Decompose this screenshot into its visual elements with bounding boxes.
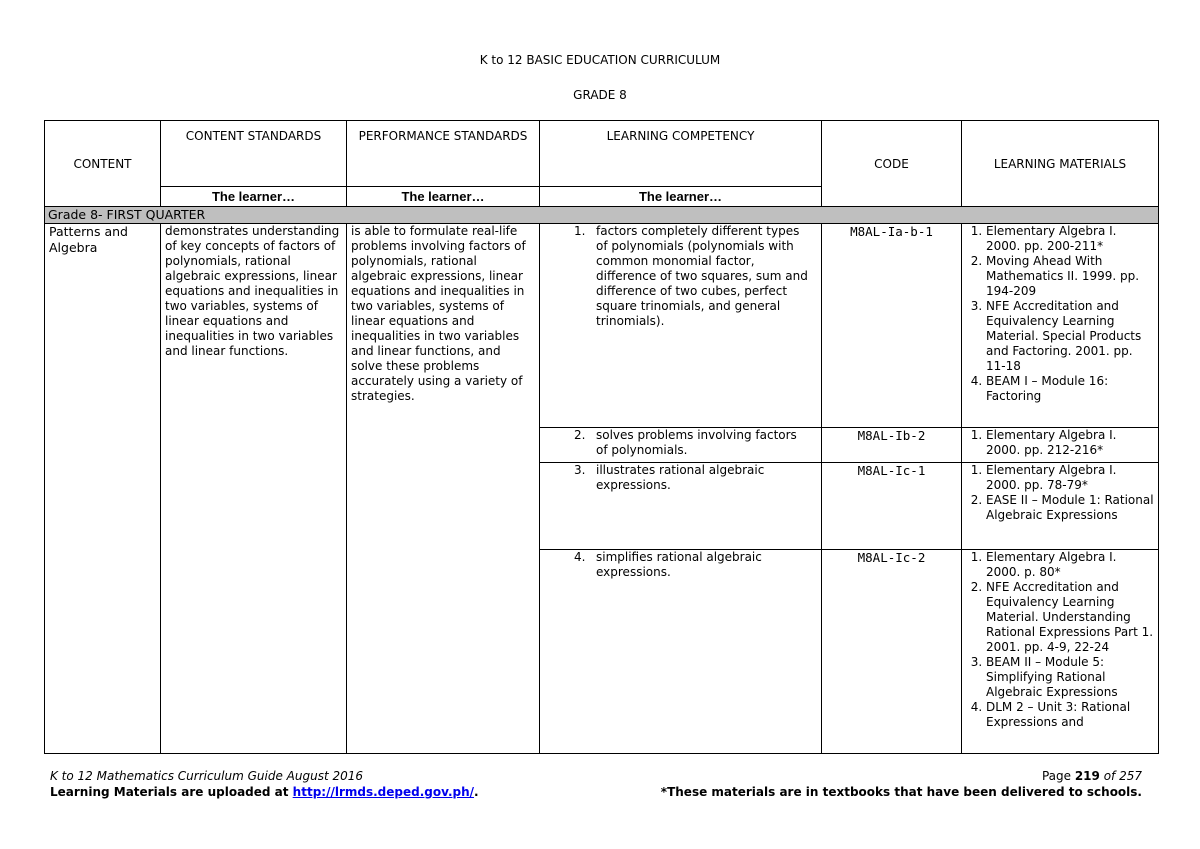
material-item: 3. NFE Accreditation and Equivalency Learning Material. Special Products and Factoring. 2001. pp. 11-18 (986, 299, 1154, 374)
competency-text: solves problems involving factors of polynomials. (596, 428, 797, 457)
col-header-performance-standards: PERFORMANCE STANDARDS (347, 121, 540, 187)
materials-cell (962, 463, 1159, 550)
page-total: of 257 (1099, 769, 1142, 783)
competency-cell (540, 463, 822, 550)
competency-number: 1. (574, 224, 586, 238)
learner-label: The learner… (161, 187, 347, 207)
grade-title: GRADE 8 (573, 88, 627, 102)
upload-prefix: Learning Materials are uploaded at (50, 785, 293, 799)
col-header-content-standards: CONTENT STANDARDS (161, 121, 347, 187)
upload-footer (50, 785, 479, 799)
col-header-learning-materials: LEARNING MATERIALS (962, 121, 1159, 207)
material-item: 1. Elementary Algebra I. 2000. pp. 200-211* (986, 224, 1154, 254)
lrmds-link[interactable]: http://lrmds.deped.gov.ph/ (292, 785, 475, 799)
material-item: 4. DLM 2 – Unit 3: Rational Expressions and (986, 700, 1154, 730)
col-header-code: CODE (822, 121, 962, 207)
curriculum-title: K to 12 BASIC EDUCATION CURRICULUM (479, 53, 721, 67)
material-item: 2. EASE II – Module 1: Rational Algebraic Expressions (986, 493, 1154, 523)
competency-number: 4. (574, 550, 586, 564)
competency-cell (540, 224, 822, 428)
col-header-learning-competency: LEARNING COMPETENCY (540, 121, 822, 187)
col-header-content: CONTENT (45, 121, 161, 207)
competency-number: 3. (574, 463, 586, 477)
guide-footer: K to 12 Mathematics Curriculum Guide August 2016 (50, 769, 364, 783)
material-item: 1. Elementary Algebra I. 2000. p. 80* (986, 550, 1154, 580)
competency-text: simplifies rational algebraic expressions. (596, 550, 762, 579)
material-item: 2. Moving Ahead With Mathematics II. 1999. pp. 194-209 (986, 254, 1154, 299)
code-cell: M8AL-Ib-2 (822, 428, 962, 463)
competency-cell (540, 428, 822, 463)
quarter-row: Grade 8- FIRST QUARTER (45, 207, 1159, 224)
learner-label: The learner… (540, 187, 822, 207)
upload-suffix: . (474, 785, 479, 799)
curriculum-table (44, 120, 1159, 754)
code-cell: M8AL-Ic-1 (822, 463, 962, 550)
table-row (45, 224, 1159, 428)
material-item: 2. NFE Accreditation and Equivalency Learning Material. Understanding Rational Expressions Part 1. 2001. pp. 4-9, 22-24 (986, 580, 1154, 655)
competency-text: illustrates rational algebraic expressions. (596, 463, 765, 492)
materials-cell (962, 550, 1159, 754)
page-current: 219 (1074, 769, 1100, 783)
code-cell: M8AL-Ia-b-1 (822, 224, 962, 428)
competency-text: factors completely different types of polynomials (polynomials with common monomial factor, difference of two squares, sum and difference of two cubes, perfect square trinomials, and general trinomials). (596, 224, 808, 328)
materials-cell (962, 428, 1159, 463)
page-label: Page (1041, 769, 1075, 783)
material-item: 3. BEAM II – Module 5: Simplifying Rational Algebraic Expressions (986, 655, 1154, 700)
material-item: 4. BEAM I – Module 16: Factoring (986, 374, 1154, 404)
material-item: 1. Elementary Algebra I. 2000. pp. 78-79* (986, 463, 1154, 493)
material-item: 1. Elementary Algebra I. 2000. pp. 212-216* (986, 428, 1154, 458)
content-cell: Patterns and Algebra (45, 224, 161, 754)
competency-number: 2. (574, 428, 586, 442)
page-number (1042, 769, 1142, 783)
learner-label: The learner… (347, 187, 540, 207)
materials-cell (962, 224, 1159, 428)
competency-cell (540, 550, 822, 754)
content-standard-cell: demonstrates understanding of key concepts of factors of polynomials, rational algebraic expressions, linear equations and inequalities in two variables, systems of linear equations and inequalities in two variables and linear functions. (161, 224, 347, 754)
code-cell: M8AL-Ic-2 (822, 550, 962, 754)
textbook-note: *These materials are in textbooks that have been delivered to schools. (660, 785, 1142, 799)
performance-standard-cell: is able to formulate real-life problems involving factors of polynomials, rational algebraic expressions, linear equations and inequalities in two variables, systems of linear equations and inequalities in two variables and linear functions, and solve these problems accurately using a variety of strategies. (347, 224, 540, 754)
